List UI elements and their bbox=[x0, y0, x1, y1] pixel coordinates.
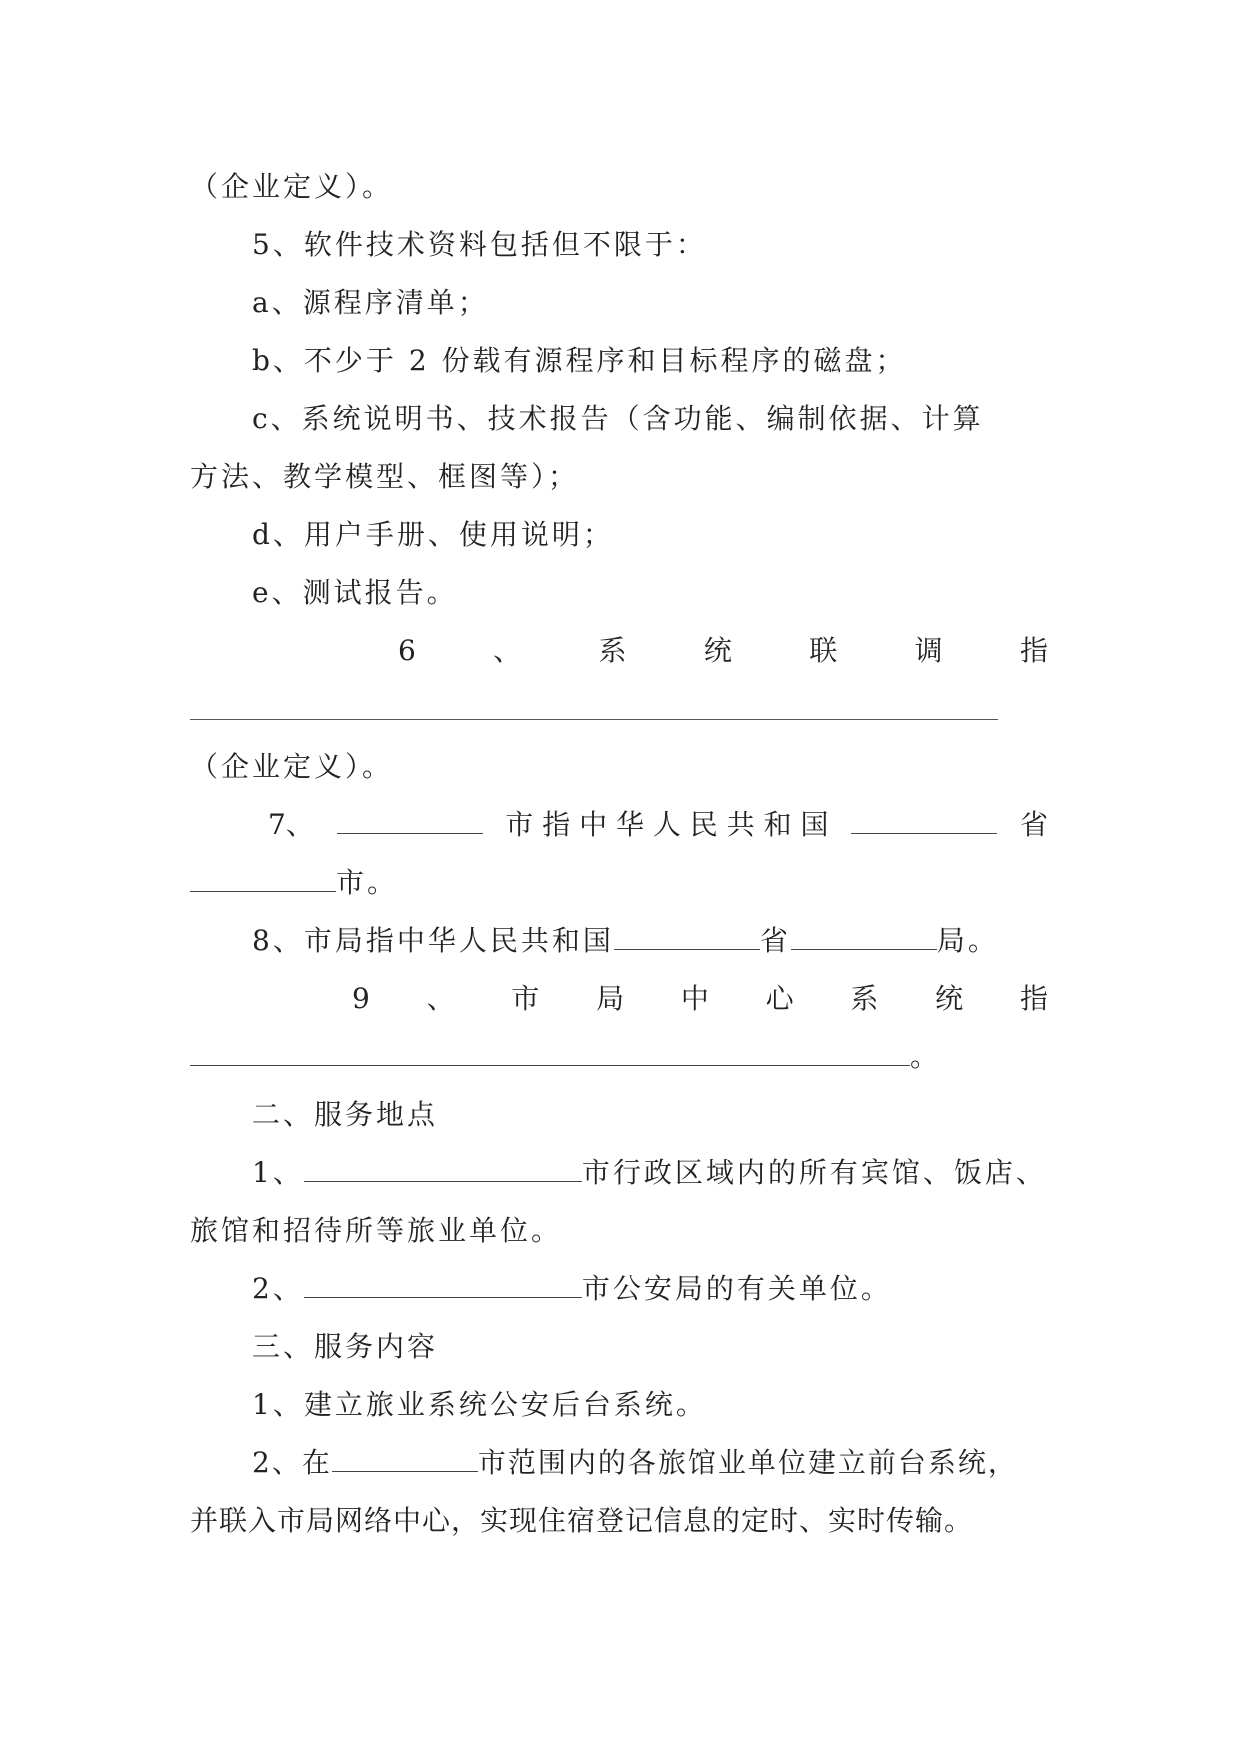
item8-text: 省 bbox=[759, 924, 791, 957]
item7-line bbox=[268, 805, 1048, 845]
item7-text: 市。 bbox=[336, 866, 399, 899]
fill-in-blank bbox=[791, 921, 937, 950]
item6-part: 联 bbox=[809, 634, 838, 667]
item9-part: 、 bbox=[426, 982, 455, 1015]
item6-part: 统 bbox=[703, 634, 732, 667]
fill-in-blank bbox=[190, 1037, 910, 1066]
fill-in-blank-line bbox=[190, 719, 998, 720]
section2-item1 bbox=[252, 1153, 1048, 1193]
item6-part: 系 bbox=[598, 634, 627, 667]
item9-end: 。 bbox=[910, 1040, 942, 1073]
fill-in-blank bbox=[332, 1443, 478, 1472]
item9-part: 统 bbox=[935, 982, 964, 1015]
fill-in-blank bbox=[304, 1269, 582, 1298]
item-number: 1、 bbox=[252, 1156, 304, 1189]
fill-in-blank bbox=[614, 921, 760, 950]
item9-part: 市 bbox=[511, 982, 540, 1015]
item-text: 2、在 bbox=[252, 1446, 332, 1479]
item9-line bbox=[352, 979, 1048, 1019]
item-text: 市公安局的有关单位。 bbox=[581, 1272, 892, 1305]
fill-in-blank bbox=[851, 805, 997, 834]
paragraph-line: 旅馆和招待所等旅业单位。 bbox=[190, 1214, 563, 1247]
paragraph-line: 并联入市局网络中心，实现住宿登记信息的定时、实时传输。 bbox=[190, 1504, 974, 1537]
paragraph-line: b、不少于 2 份载有源程序和目标程序的磁盘； bbox=[252, 344, 907, 377]
item9-continuation bbox=[190, 1037, 1048, 1077]
item7-continuation bbox=[190, 863, 1048, 903]
paragraph-line: 5、软件技术资料包括但不限于： bbox=[252, 228, 707, 261]
section-heading: 二、服务地点 bbox=[252, 1098, 439, 1131]
section2-item2 bbox=[252, 1269, 1048, 1309]
item9-part: 系 bbox=[850, 982, 879, 1015]
item-text: 市范围内的各旅馆业单位建立前台系统， bbox=[477, 1446, 1018, 1479]
item9-part: 指 bbox=[1019, 982, 1048, 1015]
item8-text: 局。 bbox=[936, 924, 999, 957]
paragraph-line: 方法、教学模型、框图等）； bbox=[190, 460, 580, 493]
paragraph-line: 1、建立旅业系统公安后台系统。 bbox=[252, 1388, 707, 1421]
item6-part: 调 bbox=[914, 634, 943, 667]
item7-text: 省 bbox=[1019, 808, 1048, 841]
section-heading: 三、服务内容 bbox=[252, 1330, 439, 1363]
item8-line bbox=[252, 921, 1048, 961]
item6-part: 指 bbox=[1019, 634, 1048, 667]
item6-line bbox=[398, 631, 1048, 671]
item6-part: 6 bbox=[398, 634, 416, 667]
paragraph-line: （企业定义）。 bbox=[190, 750, 394, 783]
paragraph-line: e、测试报告。 bbox=[252, 576, 458, 609]
item6-part: 、 bbox=[493, 634, 522, 667]
item9-part: 心 bbox=[765, 982, 794, 1015]
paragraph-line: d、用户手册、使用说明； bbox=[252, 518, 614, 551]
paragraph-line: a、源程序清单； bbox=[252, 286, 489, 319]
fill-in-blank bbox=[337, 805, 483, 834]
paragraph-line: c、系统说明书、技术报告（含功能、编制依据、计算 bbox=[252, 402, 984, 435]
section3-item2 bbox=[252, 1443, 1048, 1483]
item9-part: 9 bbox=[352, 982, 370, 1015]
item9-part: 中 bbox=[680, 982, 709, 1015]
item9-part: 局 bbox=[596, 982, 625, 1015]
fill-in-blank bbox=[190, 863, 336, 892]
item7-text: 市 指 中 华 人 民 共 和 国 bbox=[505, 808, 829, 841]
item-text: 市行政区域内的所有宾馆、饭店、 bbox=[581, 1156, 1047, 1189]
fill-in-blank bbox=[304, 1153, 582, 1182]
paragraph-line: （企业定义）。 bbox=[190, 170, 394, 203]
item7-number: 7、 bbox=[268, 808, 314, 841]
item-number: 2、 bbox=[252, 1272, 304, 1305]
item8-text: 8、市局指中华人民共和国 bbox=[252, 924, 614, 957]
